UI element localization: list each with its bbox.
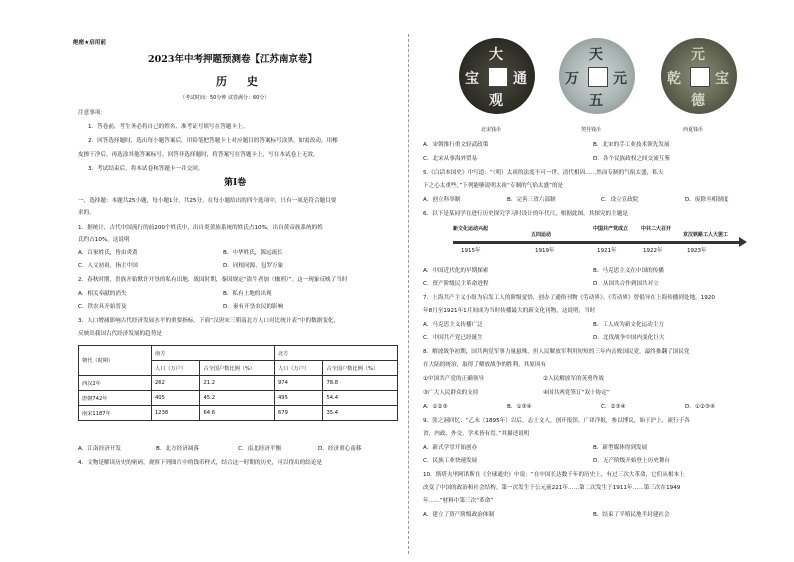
q2-option-a: A．相关奉献的消失 [78,291,127,297]
table-header-ratio: 占全国户数比例（%） [200,361,275,376]
q2-option-d: D．秦有开垦农民的影响 [223,304,284,310]
q1-option-c: C．人文初祖，指主中国 [78,263,138,269]
coin-western-xia-image [661,38,737,114]
coin-hole [588,67,608,87]
timeline-axis [453,241,743,244]
table-cell: 64.6 [200,406,275,421]
q2-option-c: C．铁农具开始普及 [78,304,127,310]
table-cell: 1238 [152,406,200,421]
subject-title: 历 史 [216,75,266,88]
q5-option-c: C．设立宣政院 [601,197,639,203]
q7-option-b: B．工人成为新文化运动主力 [593,322,664,328]
coin-character: 通 [513,71,527,87]
coin-character: 大 [489,47,503,63]
q10-option-b: B．结束了半殖民地半封建社会 [593,512,670,518]
notice-heading: 注意事项： [78,110,106,116]
timeline-event: 中共二大召开 [641,226,672,232]
column-divider [408,34,409,554]
q3-option-b: B．北方经济凋落 [156,446,199,452]
q4-option-c: C．北宋从事海外贸易 [423,156,478,162]
timeline-year: 1919年 [535,248,555,254]
timeline [453,225,743,265]
table-header-pop: 人口（万户） [152,361,200,376]
coin-character: 观 [489,93,503,109]
q9-option-c: C．民族工业快速发展 [423,458,478,464]
coin-images [453,34,753,138]
exam-title: 2023年中考押题预测卷【江苏南京卷】 [148,54,317,65]
timeline-year: 1923年 [687,248,707,254]
q6-option-d: D．从国共合作到国共对立 [593,281,659,287]
q8-item: ①中国共产党的正确领导 [423,376,484,382]
q10-stem: 10．斯塔夫里阿诺斯在《全球通史》中说：“在中国长达数千年的历史上，有过三次大革命，它们从根本上 [423,472,685,478]
timeline-event: 五四运动 [531,232,552,238]
timeline-event: 新文化运动兴起 [453,226,489,232]
population-table [78,345,398,421]
coin-northern-song-image [459,38,535,114]
q9-option-b: B．新型媒体得到发展 [593,445,648,451]
q1-option-a: A．百家姓氏，皆由炎黄 [78,250,138,256]
q7-stem: 年8月至1921年1月间成为当时传播最大的新文化刊物。这说明，当时 [423,308,596,314]
q9-option-a: A．新式学堂开始创办 [423,445,478,451]
timeline-year: 1915年 [461,248,481,254]
q4-option-a: A．宋朝推行重文轻武政策 [423,142,489,148]
notice-line: 2．回答选择题时，选出每小题答案后，用铅笔把答题卡上对应题目的答案标号涂黑。如需改动，用橡 [88,138,338,144]
coin-caption: 契丹钱币 [581,127,602,133]
secret-label: 绝密★启用前 [73,40,106,46]
table-header-era: 朝代（时期） [79,346,152,376]
q1-option-b: B．中华姓氏，源远流长 [223,250,283,256]
q10-option-a: A．建立了资产阶级政治体制 [423,512,494,518]
q8-option-a: A．①②③ [423,404,448,410]
notice-line: 皮擦干净后，再选涂其他答案标号。回答非选择题时，将答案写在答题卡上，写在本试卷上无效。 [78,152,319,158]
table-cell: 35.4 [323,406,398,421]
q5-option-b: B．完善三省六部制 [507,197,556,203]
coin-hole [690,67,710,87]
table-cell: 21.2 [200,376,275,391]
table-cell: 974 [274,376,322,391]
q8-item: ③广大人民群众的支持 [423,390,479,396]
q7-option-a: A．马克思主义传播广泛 [423,322,483,328]
q3-option-d: D．经济重心南移 [318,446,362,452]
q5-stem: 5.《白话本国史》中写道：“（明）太祖的法度不可一世，清代相因……然而专制的气焰太盛，私天 [423,170,664,176]
q5-option-d: D．废除丞相制度 [685,197,729,203]
section-title: 第Ⅰ卷 [224,178,247,188]
q4-option-b: B．北宋的手工业技术领先发展 [593,142,670,148]
q3-option-a: A．江南经济开发 [78,446,121,452]
timeline-event: 中国共产党成立 [593,226,629,232]
coin-character: 元 [691,47,705,63]
q8-stem: 在大陆的统治，取得了解放战争的胜利。其原因有 [423,362,547,368]
q3-stem: 反映出我国古代经济发展的趋势是 [78,331,162,337]
q10-stem: 年……”材料中第三次“革命” [423,498,494,504]
coin-character: 元 [613,71,627,87]
coin-character: 德 [691,93,705,109]
q6-option-a: A．中国近代化的早期探索 [423,268,489,274]
q8-option-d: D．①②③④ [685,404,715,410]
coin-khitan-image [559,38,635,114]
q6-option-b: B．马克思主义在中国的传播 [593,268,664,274]
table-cell: 495 [274,391,322,406]
q9-option-d: D．无产阶级开始登上历史舞台 [593,458,671,464]
q8-stem: 8．解放战争初期，国共两党军事力量悬殊，但人民解放军利用短短的三年内击败国民党，最终推翻了国民党 [423,349,690,355]
table-cell: 78.8 [323,376,398,391]
q8-item: ②人民解放军的英勇作战 [543,376,604,382]
q10-stem: 改变了中国的政治和社会结构。第一次发生于公元前221年……第二次发生于1911年……第三次在1949 [423,485,681,491]
coin-character: 万 [565,71,579,87]
q1-stem: 1．据统计，古代中国流行的前200个姓氏中，出自炎黄族系统的姓氏占10%，出自黄帝族系统的姓 [78,225,323,231]
table-cell: 54.4 [323,391,398,406]
coin-caption: 北宋钱币 [481,127,502,133]
timeline-event: 京汉铁路工人大罢工 [683,232,729,238]
table-cell: 唐朝742年 [79,391,152,406]
timeline-year: 1922年 [643,248,663,254]
coin-hole [488,67,508,87]
q1-stem: 氏约占10%。这说明 [78,237,130,243]
table-header-pop: 人口（万户） [274,361,322,376]
intro-line: 求的。 [78,210,95,216]
q9-stem: 9．张之洞回忆：“乙未（1895年）以后，志士文人，创开报馆，广译洋报，参以博议，始于沪上，流行于各 [423,418,690,424]
notice-line: 3．考试结束后，将本试卷和答题卡一并交回。 [88,166,204,172]
table-header-south: 南方 [152,346,275,361]
table-row [79,391,398,406]
q2-option-b: B．私有土地的出现 [223,291,272,297]
q5-stem: 下之心太重些，”下列能够说明太祖“专制的气焰太盛”的是 [423,183,564,189]
table-row [79,376,398,391]
table-header-ratio: 占全国户数比例（%） [323,361,398,376]
intro-line: 一、选择题：本题共25小题，每小题1分，共25分。在每小题给出的四个选项中，只有一项是符合题目要 [78,198,337,204]
q3-stem: 3．人口增减影响古代经济发展水平的重要指标。下面“汉唐宋三朝南北方人口对比统计表”中的数据变化， [78,318,340,324]
coin-character: 乾 [667,71,681,87]
q5-option-a: A．创立科举制 [423,197,461,203]
q4-option-d: D．各个民族政权之间交流互鉴 [593,156,671,162]
q3-option-c: C．南北经济平衡 [238,446,282,452]
coin-character: 五 [589,93,603,109]
coin-character: 天 [589,47,603,63]
q7-option-c: C．中国共产党已经诞生 [423,335,483,341]
table-cell: 679 [274,406,322,421]
timeline-arrow [739,237,747,247]
q8-item: ④国共两党签订“双十协定” [543,390,610,396]
q6-stem: 6．以下是某同学在进行历史探究学习时设计的年代尺，根据此图，其探究的主题是 [423,211,628,217]
table-cell: 405 [152,391,200,406]
table-cell: 南宋1187年 [79,406,152,421]
coin-character: 宝 [465,71,479,87]
table-cell: 西汉2年 [79,376,152,391]
table-cell: 262 [152,376,200,391]
q9-stem: 省，内政、外交、学术皆有焉。”其描述说明 [423,431,530,437]
coin-character: 宝 [715,71,729,87]
table-row [79,406,398,421]
coin-caption: 西夏钱币 [683,127,704,133]
q4-stem: 4．文物是解读历史的密码，观察下列图片中的钱币样式，结合这一时期的历史，可以得出的结论是 [78,460,323,466]
table-cell: 45.2 [200,391,275,406]
q8-option-c: C．②③④ [601,404,626,410]
q7-option-d: D．北伐战争中国内变化巨大 [593,335,665,341]
q1-option-d: D．同根同源，包罗万象 [223,263,284,269]
q8-option-b: B．①③④ [507,404,532,410]
q6-option-c: C．资产阶级民主革命进程 [423,281,489,287]
exam-meta: （考试时间：50分钟 试卷满分：60分） [180,95,270,101]
q7-stem: 7．上海共产主义小组为启发工人的阶级觉悟，创办了通俗刊物《劳动界》。《劳动界》曾倡导在上海传播到处地，1920 [423,295,715,301]
q2-stem: 2．春秋时期，贵族开始默许开垦的私有田地，战国时期，秦国规定“盗牛者加（枷刑）”。这一现象反映了当时 [78,277,348,283]
timeline-year: 1921年 [597,248,617,254]
notice-line: 1．答卷前，考生务必将自己的姓名、准考证号填写在答题卡上。 [88,124,249,130]
table-header-north: 北方 [274,346,397,361]
